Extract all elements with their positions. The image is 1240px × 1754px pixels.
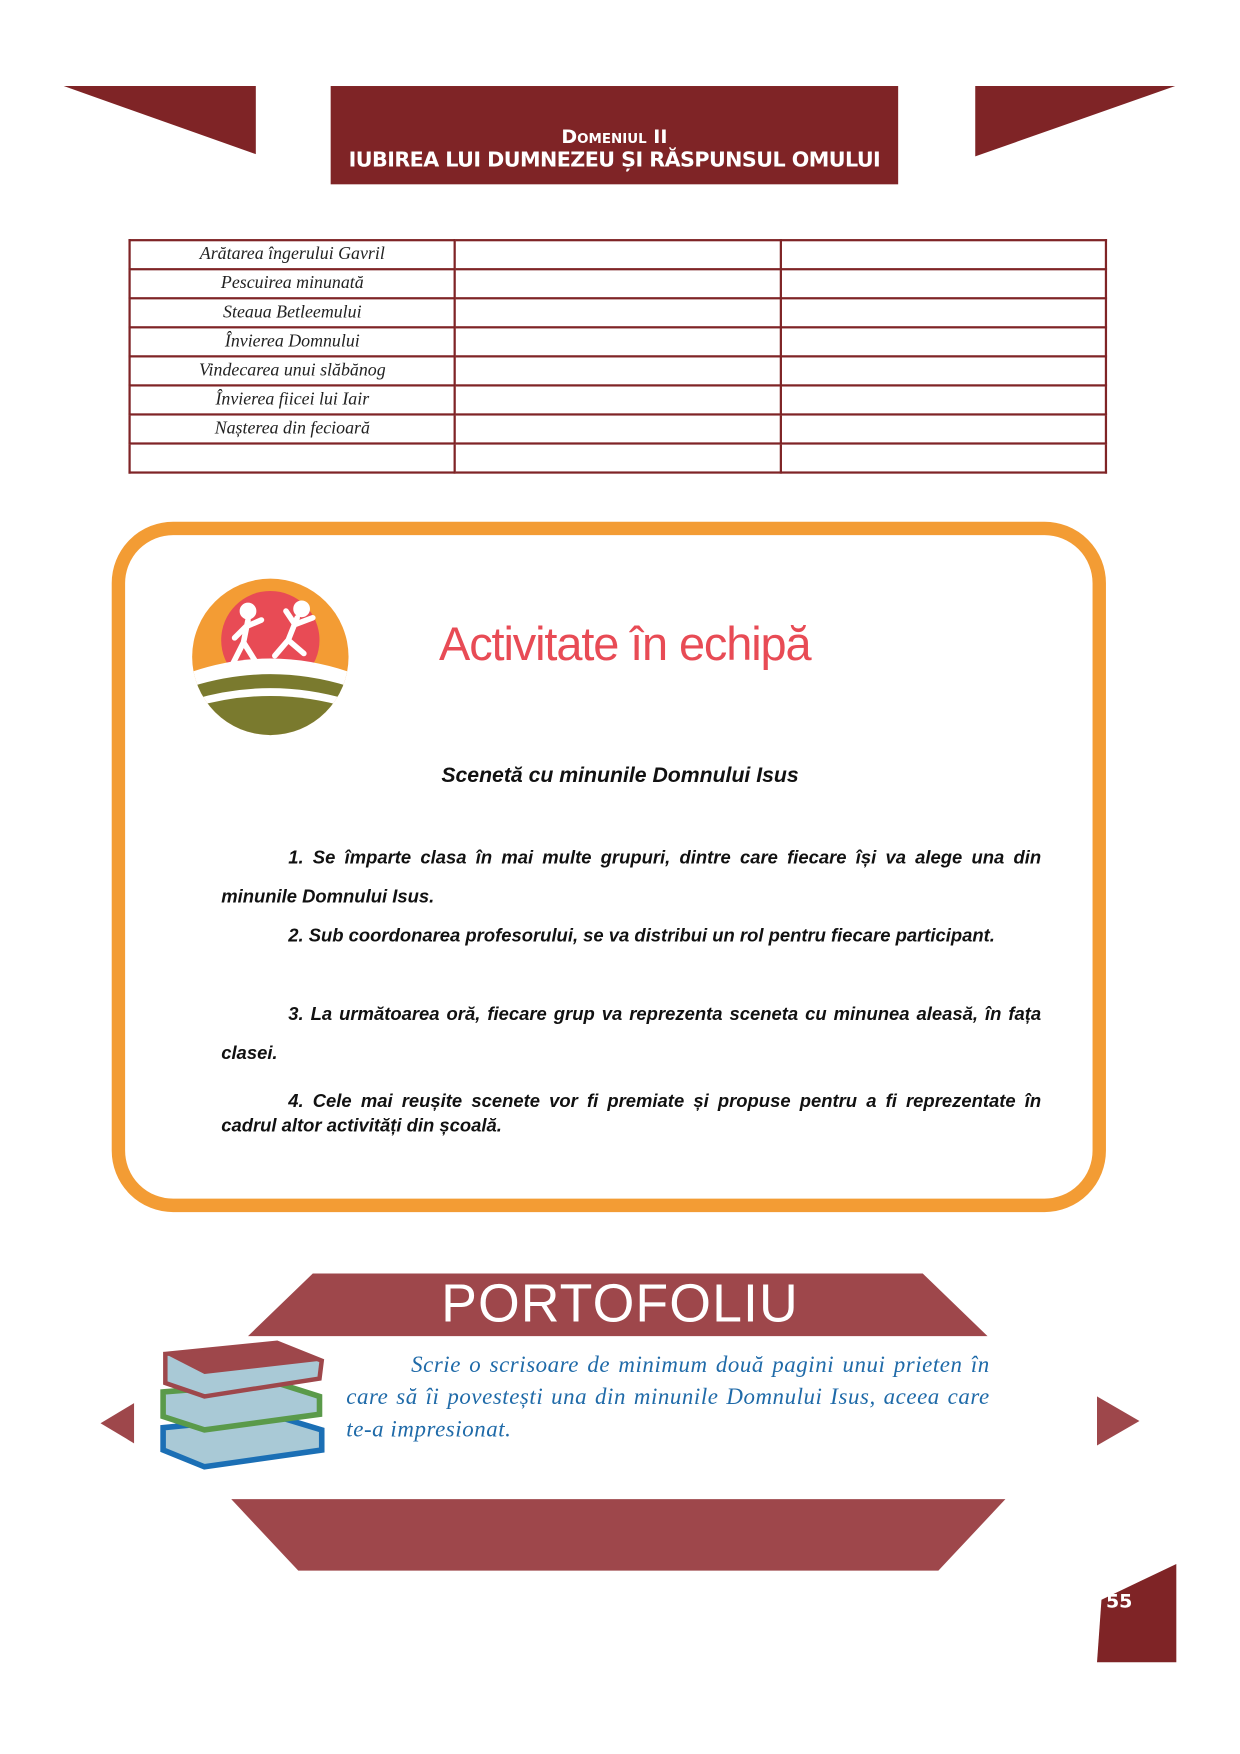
header-banner [331,86,898,184]
activity-step-1: 1. Se împarte clasa în mai multe grupuri, dintre care fiecare își va alege una din minunile Domnului Isus. [221,847,1042,908]
table-row [130,443,1106,472]
header-right-triangle [975,86,1175,156]
header-left-triangle [64,86,256,154]
activity-title: Activitate în echipă [439,617,811,671]
activity-step-3: 3. La următoarea oră, fiecare grup va reprezenta sceneta cu minunea aleasă, în fața clasei. [221,1004,1042,1064]
arrow-left-icon [101,1403,135,1443]
domain-title: IUBIREA LUI DUMNEZEU ȘI RĂSPUNSUL OMULUI [348,148,881,173]
table-cell: Steaua Betleemului [130,298,455,327]
table-cell: Învierea Domnului [130,327,455,356]
table-cell: Arătarea îngerului Gavril [130,240,455,269]
table-cell: Nașterea din fecioară [130,414,455,443]
table-row [130,385,1106,414]
miracles-table [128,239,1107,474]
table-cell: Pescuirea minunată [130,269,455,298]
activity-step-4: 4. Cele mai reușite scenete vor fi premiate și propuse pentru a fi reprezentate în cadrul altor activități din școală. [221,1091,1042,1137]
portfolio-text: Scrie o scrisoare de minimum două pagini unui prieten în care să îi povestești una din minunile Domnului Isus, aceea care te-a impresionat. [346,1352,990,1443]
activity-subtitle: Scenetă cu minunile Domnului Isus [441,764,799,788]
table-row [130,327,1106,356]
team-activity-logo-icon [190,578,351,737]
table-cell: Învierea fiicei lui Iair [130,385,455,414]
table-cell: Vindecarea unui slăbănog [130,356,455,385]
table-row [130,298,1106,327]
table-row [130,240,1106,269]
arrow-right-icon [1097,1396,1139,1445]
table-row [130,356,1106,385]
portfolio-bottom-banner [231,1499,1005,1570]
table-row [130,414,1106,443]
table-row [130,269,1106,298]
domain-label: Domeniul II [561,126,668,149]
page-number: 55 [1105,1590,1133,1614]
table-cell [130,443,455,472]
books-icon [154,1338,327,1472]
portfolio-title: PORTOFOLIU [441,1274,799,1334]
activity-step-2: 2. Sub coordonarea profesorului, se va distribui un rol pentru fiecare participant. [288,926,995,947]
